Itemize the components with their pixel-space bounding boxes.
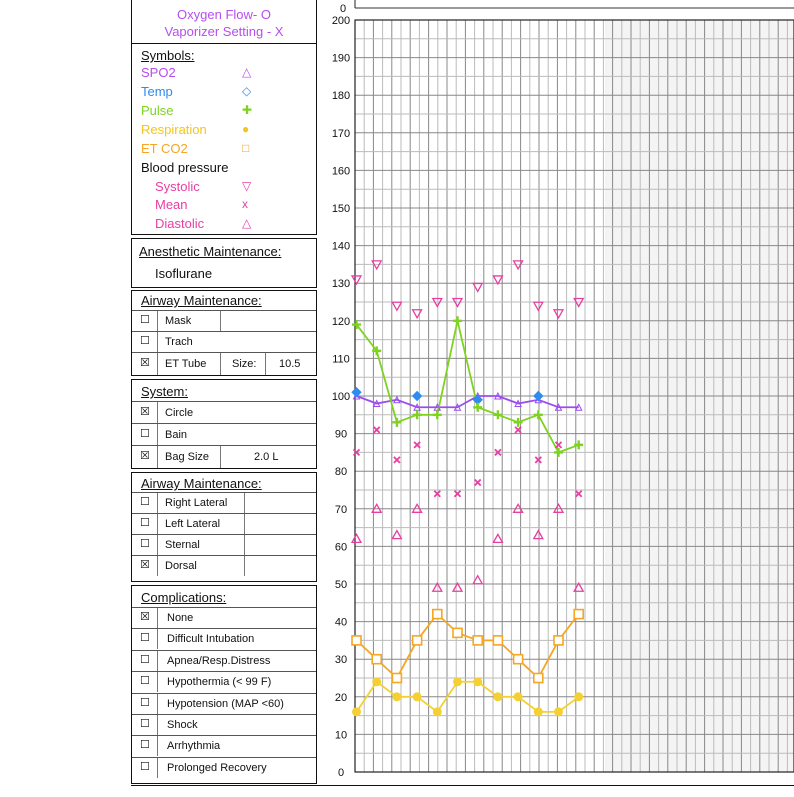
complication-row[interactable]: [132, 757, 316, 778]
complication-item-label: Apnea/Resp.Distress: [167, 654, 271, 667]
y-tick-label: 30: [334, 654, 348, 667]
position-item-label: Right Lateral: [165, 497, 228, 509]
position-item-label: Left Lateral: [165, 518, 221, 530]
data-point-plus: [514, 418, 523, 427]
complication-item-label: Hypotension (MAP <60): [167, 697, 284, 710]
data-point-x: [556, 442, 562, 448]
symbol-label: Respiration: [141, 122, 207, 137]
data-point-square: [433, 610, 442, 619]
position-row[interactable]: [132, 492, 316, 513]
complication-item-label: Arrhythmia: [167, 740, 221, 753]
et-tube-size-value[interactable]: 10.5: [279, 358, 301, 370]
checkbox[interactable]: ☐: [140, 314, 150, 326]
checkbox[interactable]: ☐: [140, 653, 150, 666]
y-tick-label: 50: [334, 579, 348, 591]
data-point-triangle-down: [392, 302, 401, 310]
symbol-glyph-icon: ▽: [242, 179, 252, 193]
data-point-plus: [534, 410, 543, 419]
airway-row[interactable]: [132, 352, 316, 375]
y-tick-label: 70: [334, 503, 348, 516]
checkbox[interactable]: ☒: [140, 611, 150, 623]
position-row[interactable]: [132, 534, 316, 555]
y-tick-label: 170: [331, 127, 351, 140]
data-point-x: [455, 491, 461, 497]
anesthetic-section: [131, 238, 317, 288]
vitals-chart-svg: [317, 0, 794, 792]
data-point-x: [434, 491, 440, 497]
position-title: Airway Maintenance:: [141, 476, 262, 491]
legend-panel: [131, 0, 317, 784]
symbol-label: Mean: [155, 197, 188, 212]
data-point-square: [574, 610, 583, 619]
data-point-triangle-up: [493, 534, 502, 542]
symbol-glyph-icon: ✚: [242, 103, 253, 117]
et-tube-size-label: Size:: [232, 358, 257, 370]
data-point-square: [514, 655, 523, 664]
checkbox[interactable]: ☐: [140, 739, 150, 752]
data-point-square: [554, 636, 563, 645]
data-point-plus: [453, 316, 462, 325]
y-tick-label: 180: [331, 90, 351, 103]
symbol-label: Systolic: [155, 179, 200, 194]
complication-row[interactable]: [132, 607, 316, 628]
symbol-label: ET CO2: [141, 141, 188, 156]
data-point-triangle-up: [392, 531, 401, 539]
data-point-circle: [392, 692, 401, 701]
data-point-plus: [392, 418, 401, 427]
airway-title: Airway Maintenance:: [141, 293, 262, 308]
y-tick-label: 40: [334, 616, 348, 629]
data-point-x: [394, 457, 400, 463]
symbol-label: Pulse: [141, 103, 174, 118]
checkbox[interactable]: ☐: [140, 496, 150, 508]
complication-row[interactable]: [132, 628, 316, 649]
checkbox[interactable]: ☐: [140, 696, 150, 709]
anesthetic-agent: Isoflurane: [155, 266, 213, 281]
anesthetic-title: Anesthetic Maintenance:: [139, 244, 282, 259]
data-point-square: [413, 636, 422, 645]
complication-item-label: Shock: [167, 719, 198, 731]
data-point-diamond: [413, 392, 422, 401]
data-point-diamond: [352, 388, 361, 397]
data-point-square: [392, 674, 401, 683]
y-tick-label: 60: [334, 541, 348, 554]
system-row[interactable]: [132, 423, 316, 445]
legend-header: [131, 0, 317, 44]
complication-row[interactable]: [132, 693, 316, 714]
data-point-x: [475, 479, 481, 485]
data-point-square: [473, 636, 482, 645]
symbol-label: Temp: [141, 84, 173, 99]
system-title: System:: [141, 384, 188, 399]
data-point-x: [374, 427, 380, 433]
airway-item-label: Mask: [165, 315, 192, 327]
checkbox[interactable]: ☐: [140, 517, 150, 529]
checkbox[interactable]: ☐: [140, 760, 150, 773]
y-tick-label: 0: [337, 767, 345, 779]
data-point-circle: [433, 707, 442, 716]
bottom-border: [131, 785, 794, 786]
data-point-triangle-down: [534, 302, 543, 310]
system-item-label: Bag Size: [165, 451, 210, 463]
data-point-circle: [554, 707, 563, 716]
data-point-plus: [433, 410, 442, 419]
data-point-diamond: [534, 392, 543, 401]
system-row[interactable]: [132, 445, 316, 468]
position-section: [131, 472, 317, 582]
y-tick-label: 10: [334, 729, 348, 742]
symbol-glyph-icon: x: [242, 197, 248, 211]
checkbox[interactable]: ☐: [140, 428, 150, 440]
data-point-x: [576, 491, 582, 497]
top-scale-label: 0: [339, 3, 347, 15]
data-point-circle: [352, 707, 361, 716]
system-row[interactable]: [132, 401, 316, 423]
data-point-circle: [453, 677, 462, 686]
checkbox[interactable]: ☐: [140, 538, 150, 550]
y-tick-label: 160: [331, 165, 351, 178]
position-row[interactable]: [132, 513, 316, 534]
complication-item-label: Prolonged Recovery: [167, 761, 267, 774]
data-point-square: [534, 674, 543, 683]
vaporizer-label: Vaporizer Setting - X: [164, 24, 284, 39]
symbols-title: Symbols:: [141, 48, 195, 63]
data-point-square: [372, 655, 381, 664]
data-point-plus: [554, 448, 563, 457]
position-item-label: Dorsal: [165, 560, 197, 572]
y-tick-label: 150: [331, 203, 351, 215]
complication-row[interactable]: [132, 671, 316, 692]
system-item-label: Circle: [165, 407, 194, 419]
data-point-square: [453, 628, 462, 637]
data-point-triangle-up: [534, 531, 543, 539]
y-tick-label: 130: [331, 278, 351, 291]
complications-title: Complications:: [141, 590, 227, 605]
complication-item-label: Difficult Intubation: [167, 633, 255, 646]
data-point-circle: [493, 692, 502, 701]
data-point-circle: [473, 677, 482, 686]
complication-item-label: None: [167, 612, 194, 624]
y-tick-label: 90: [334, 428, 348, 441]
bag-size-value[interactable]: 2.0 L: [254, 451, 279, 463]
complications-section: [131, 585, 317, 784]
symbol-glyph-icon: ◇: [242, 84, 252, 98]
y-tick-label: 110: [332, 353, 350, 366]
y-tick-label: 20: [334, 691, 348, 704]
data-point-circle: [372, 677, 381, 686]
symbols-section: [131, 44, 317, 235]
data-point-square: [493, 636, 502, 645]
checkbox[interactable]: ☐: [140, 335, 150, 347]
symbol-glyph-icon: △: [242, 65, 252, 79]
oxygen-flow-label: Oxygen Flow- O: [177, 7, 271, 22]
symbol-glyph-icon: △: [242, 216, 252, 230]
position-item-label: Sternal: [165, 539, 200, 551]
y-tick-label: 190: [331, 52, 351, 65]
complication-item-label: Hypothermia (< 99 F): [167, 676, 272, 689]
airway-row[interactable]: [132, 331, 316, 352]
checkbox[interactable]: ☒: [140, 357, 150, 369]
complication-row[interactable]: [132, 735, 316, 756]
airway-section: [131, 290, 317, 376]
data-point-x: [535, 457, 541, 463]
checkbox[interactable]: ☒: [140, 559, 150, 571]
data-point-triangle-up: [352, 534, 361, 542]
data-point-triangle-down: [413, 310, 422, 318]
position-row[interactable]: [132, 555, 316, 576]
y-tick-label: 200: [331, 15, 351, 27]
complication-row[interactable]: [132, 714, 316, 735]
symbol-label: SPO2: [141, 65, 176, 80]
airway-item-label: Trach: [165, 336, 193, 348]
data-point-plus: [493, 410, 502, 419]
y-tick-label: 100: [331, 391, 351, 403]
y-tick-label: 80: [334, 466, 348, 479]
checkbox[interactable]: ☐: [140, 718, 150, 730]
checkbox[interactable]: ☐: [140, 675, 150, 688]
checkbox[interactable]: ☒: [140, 406, 150, 418]
data-point-triangle-down: [554, 310, 563, 318]
system-section: [131, 379, 317, 469]
data-point-circle: [574, 692, 583, 701]
airway-item-label: ET Tube: [165, 358, 207, 370]
airway-row[interactable]: [132, 310, 316, 331]
data-point-circle: [413, 692, 422, 701]
complication-row[interactable]: [132, 650, 316, 671]
symbol-label: Diastolic: [155, 216, 205, 231]
checkbox[interactable]: ☐: [140, 632, 150, 645]
symbol-glyph-icon: □: [242, 141, 250, 155]
symbol-label: Blood pressure: [141, 160, 229, 175]
system-item-label: Bain: [165, 429, 188, 441]
data-point-circle: [514, 692, 523, 701]
data-point-plus: [413, 410, 422, 419]
series-line-pulse: [357, 321, 579, 453]
checkbox[interactable]: ☒: [140, 450, 150, 462]
y-tick-label: 140: [331, 240, 351, 253]
y-tick-label: 120: [331, 315, 351, 328]
vitals-chart: [317, 0, 794, 792]
data-point-square: [352, 636, 361, 645]
series-line-et-co2: [357, 614, 579, 678]
data-point-circle: [534, 707, 543, 716]
symbol-glyph-icon: ●: [242, 122, 250, 136]
